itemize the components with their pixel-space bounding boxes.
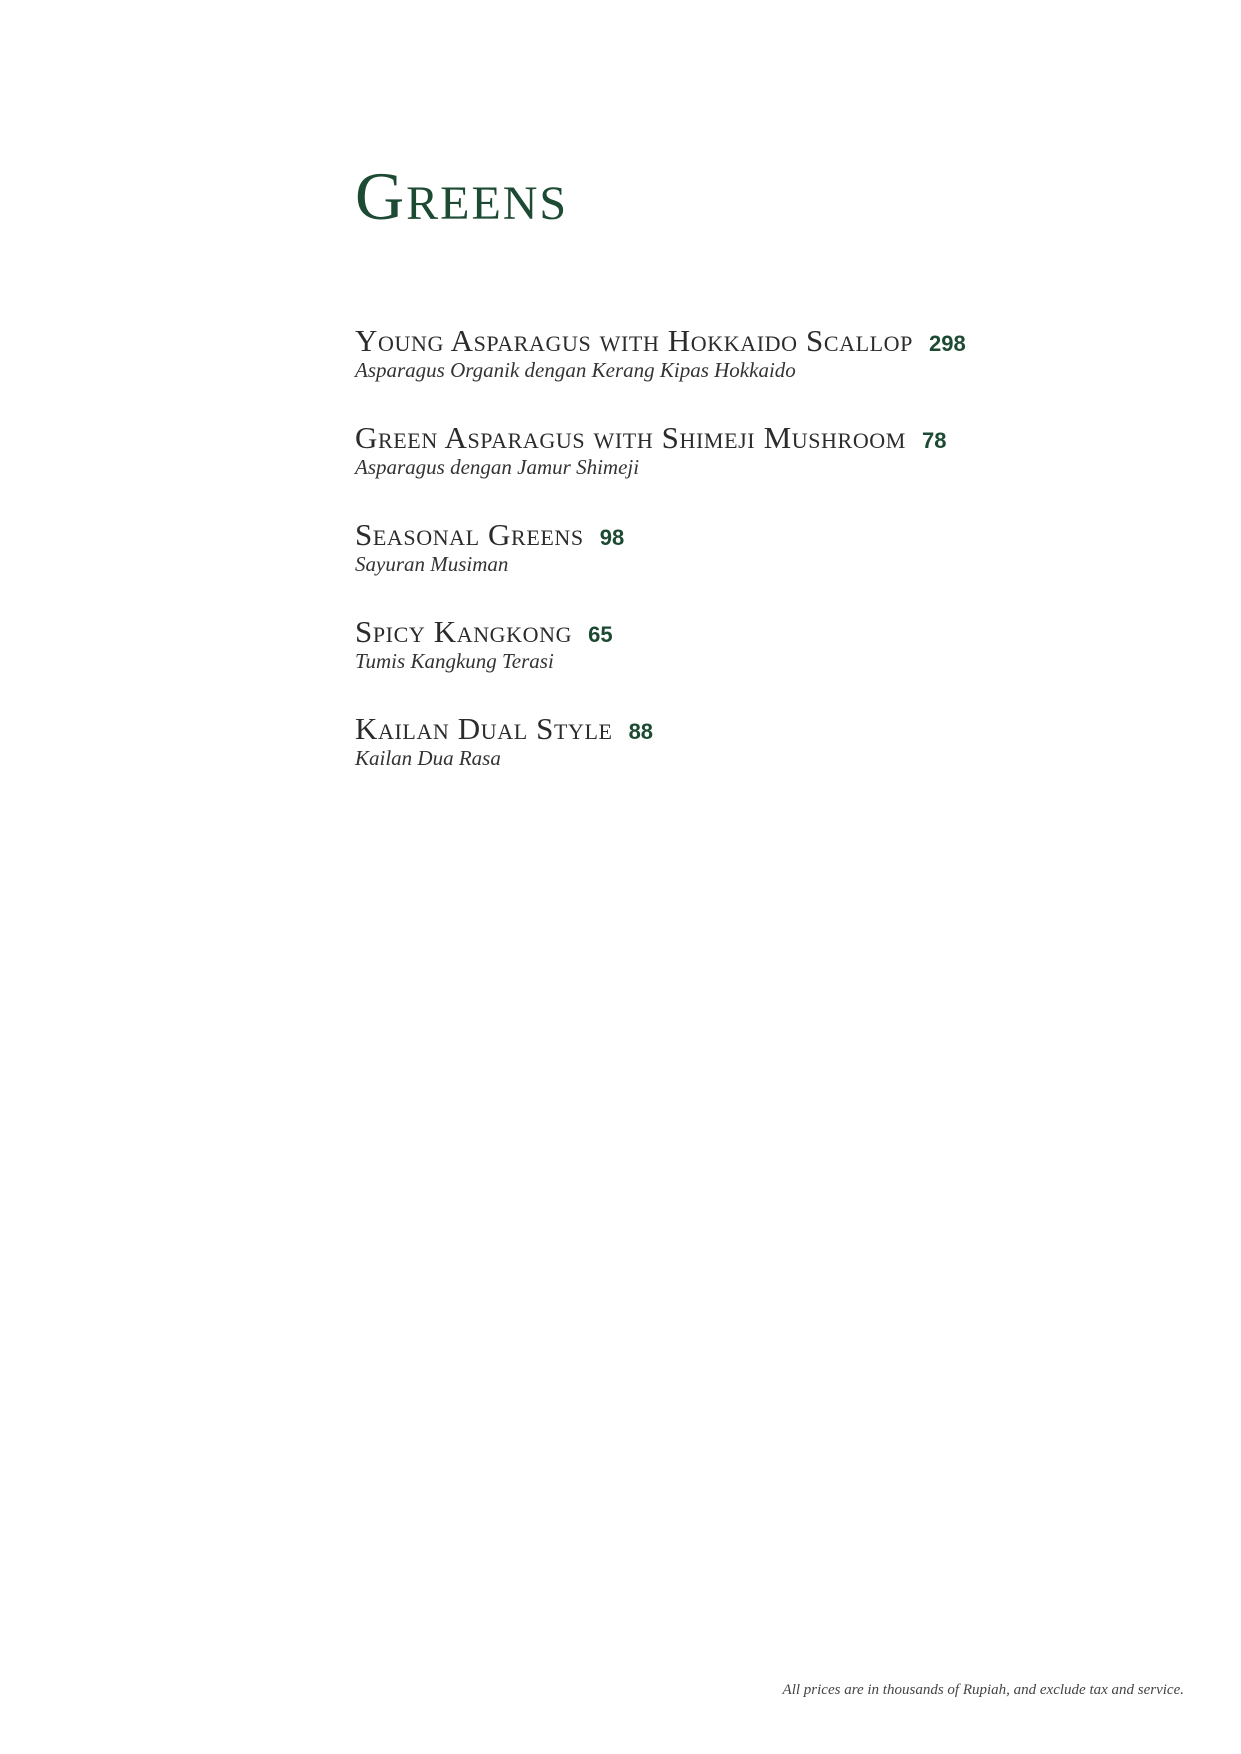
menu-item-name: Kailan Dual Style — [355, 711, 613, 746]
menu-item-subtitle: Tumis Kangkung Terasi — [355, 649, 554, 673]
menu-item-title-line — [355, 519, 1175, 550]
menu-item-subtitle: Asparagus dengan Jamur Shimeji — [355, 455, 640, 479]
menu-item-name: Young Asparagus with Hokkaido Scallop — [355, 323, 913, 358]
menu-item-title-line — [355, 616, 1175, 647]
menu-item-name: Green Asparagus with Shimeji Mushroom — [355, 420, 906, 455]
menu-item-title-line — [355, 713, 1175, 744]
menu-item-subtitle: Asparagus Organik dengan Kerang Kipas Hokkaido — [355, 358, 796, 382]
menu-item — [355, 519, 1175, 616]
menu-item-price: 88 — [628, 719, 654, 744]
menu-item — [355, 713, 1175, 810]
menu-item-price: 298 — [928, 331, 966, 356]
menu-item-price: 65 — [588, 622, 613, 647]
menu-item-subtitle: Sayuran Musiman — [355, 552, 509, 576]
menu-item-subtitle: Kailan Dua Rasa — [355, 746, 501, 770]
menu-item — [355, 422, 1175, 519]
menu-list — [355, 325, 1175, 810]
page-title: Greens — [355, 158, 569, 234]
menu-item-title-line — [355, 325, 1175, 356]
menu-item-price: 78 — [921, 428, 947, 453]
menu-item-title-line — [355, 422, 1175, 453]
menu-item-price: 98 — [599, 525, 625, 550]
menu-item — [355, 616, 1175, 713]
menu-item-name: Seasonal Greens — [355, 517, 584, 552]
price-footnote: All prices are in thousands of Rupiah, and exclude tax and service. — [782, 1682, 1184, 1698]
menu-item-name: Spicy Kangkong — [355, 614, 573, 649]
menu-item — [355, 325, 1175, 422]
